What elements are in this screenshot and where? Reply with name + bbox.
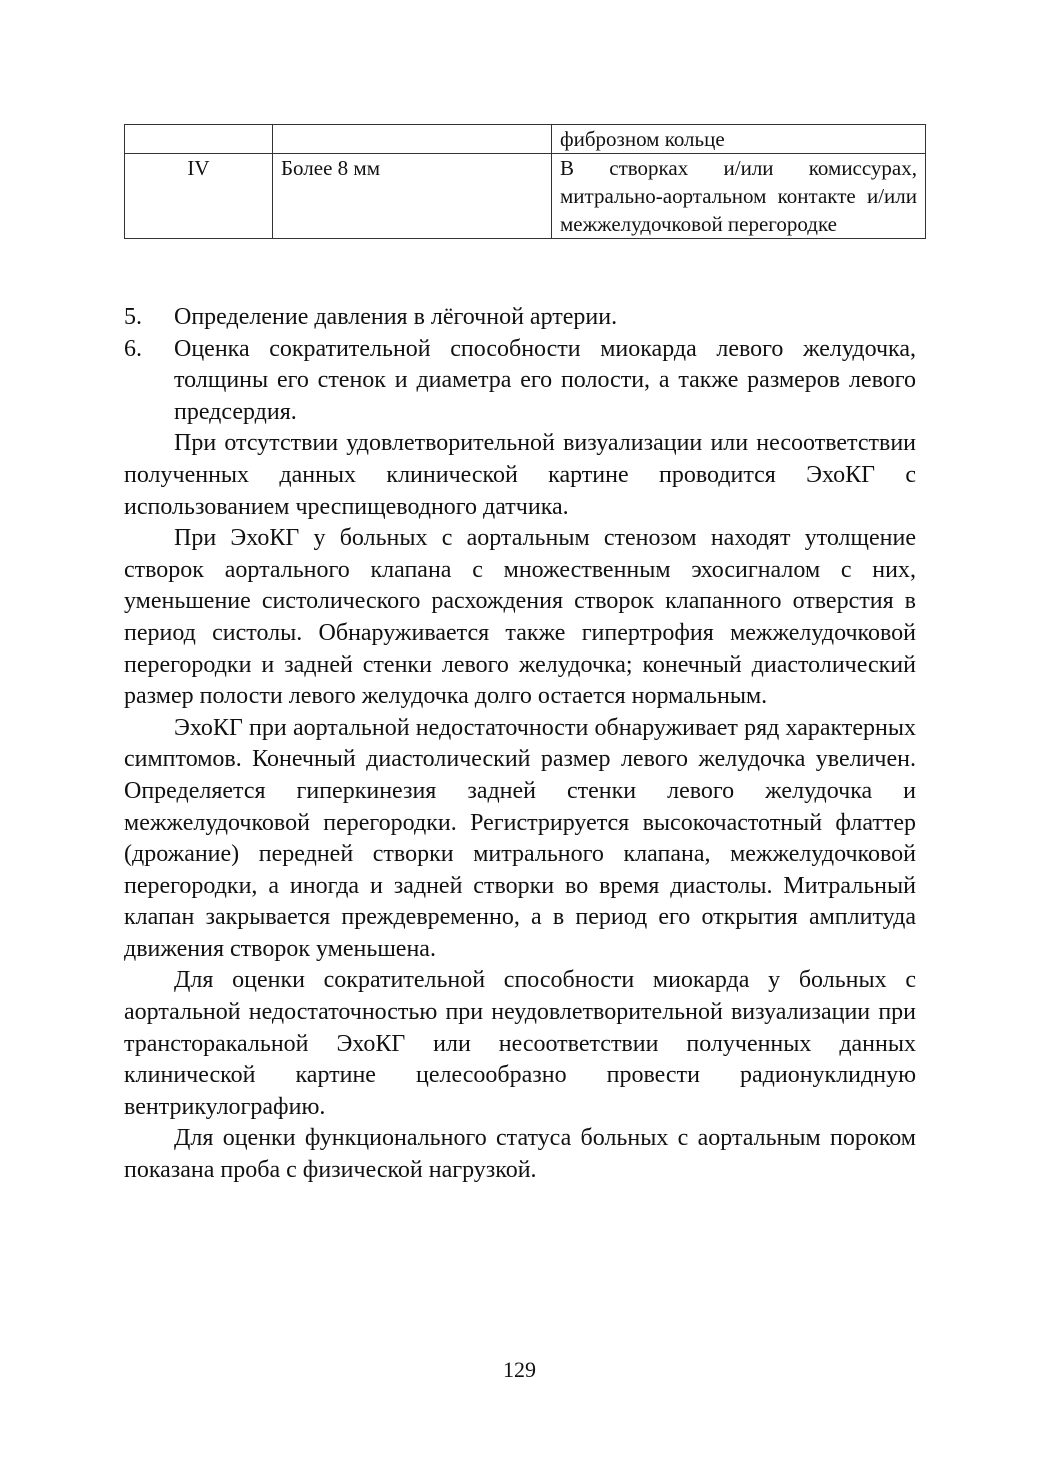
paragraph: Для оценки сократительной способности миокарда у больных с аортальной недостаточностью при неудовлетворительной визуализации при трансторакальной ЭхоКГ или несоответствии полученных данных клинической картине целесообразно провести радионуклидную вентрикулографию.	[124, 967, 916, 1120]
list-number: 5.	[124, 304, 142, 330]
table-cell-size	[273, 125, 552, 154]
table-row	[125, 154, 926, 239]
table-row	[125, 125, 926, 154]
page-number: 129	[503, 1357, 536, 1382]
paragraph: При ЭхоКГ у больных с аортальным стенозом находят утолщение створок аортального клапана с множественным эхосигналом с них, уменьшение систолического расхождения створок клапанного отверстия в период систолы. Обнаруживается также гипертрофия межжелудочковой перегородки и задней стенки левого желудочка; конечный диастолический размер полости левого желудочка долго остается нормальным.	[124, 525, 916, 710]
list-text: Определение давления в лёгочной артерии.	[174, 304, 618, 330]
list-item	[124, 302, 916, 334]
table-cell-size: Более 8 мм	[273, 154, 552, 239]
body-text	[124, 302, 916, 1187]
table-cell-location: В створках и/или комиссурах, митрально-аортальном контакте и/или межжелудочковой перегородке	[552, 154, 926, 239]
paragraph: ЭхоКГ при аортальной недостаточности обнаруживает ряд характерных симптомов. Конечный диастолический размер левого желудочка увеличен. Определяется гиперкинезия задней стенки левого желудочка и межжелудочковой перегородки. Регистрируется высокочастотный флаттер (дрожание) передней створки митрального клапана, межжелудочковой перегородки, а иногда и задней створки во время диастолы. Митральный клапан закрывается преждевременно, а в период его открытия амплитуда движения створок уменьшена.	[124, 714, 916, 962]
table-cell-location: фиброзном кольце	[552, 125, 926, 154]
table-cell-grade	[125, 125, 273, 154]
paragraph: При отсутствии удовлетворительной визуализации или несоответствии полученных данных клинической картине проводится ЭхоКГ с использованием чреспищеводного датчика.	[124, 430, 916, 520]
paragraph: Для оценки функционального статуса больных с аортальным пороком показана проба с физической нагрузкой.	[124, 1125, 916, 1184]
list-number: 6.	[124, 335, 142, 362]
table-cell-grade: IV	[125, 154, 273, 239]
list-item	[124, 334, 916, 429]
grading-table	[124, 124, 926, 239]
list-text: Оценка сократительной способности миокарда левого желудочка, толщины его стенок и диаметра его полости, а также размеров левого предсердия.	[174, 335, 916, 425]
